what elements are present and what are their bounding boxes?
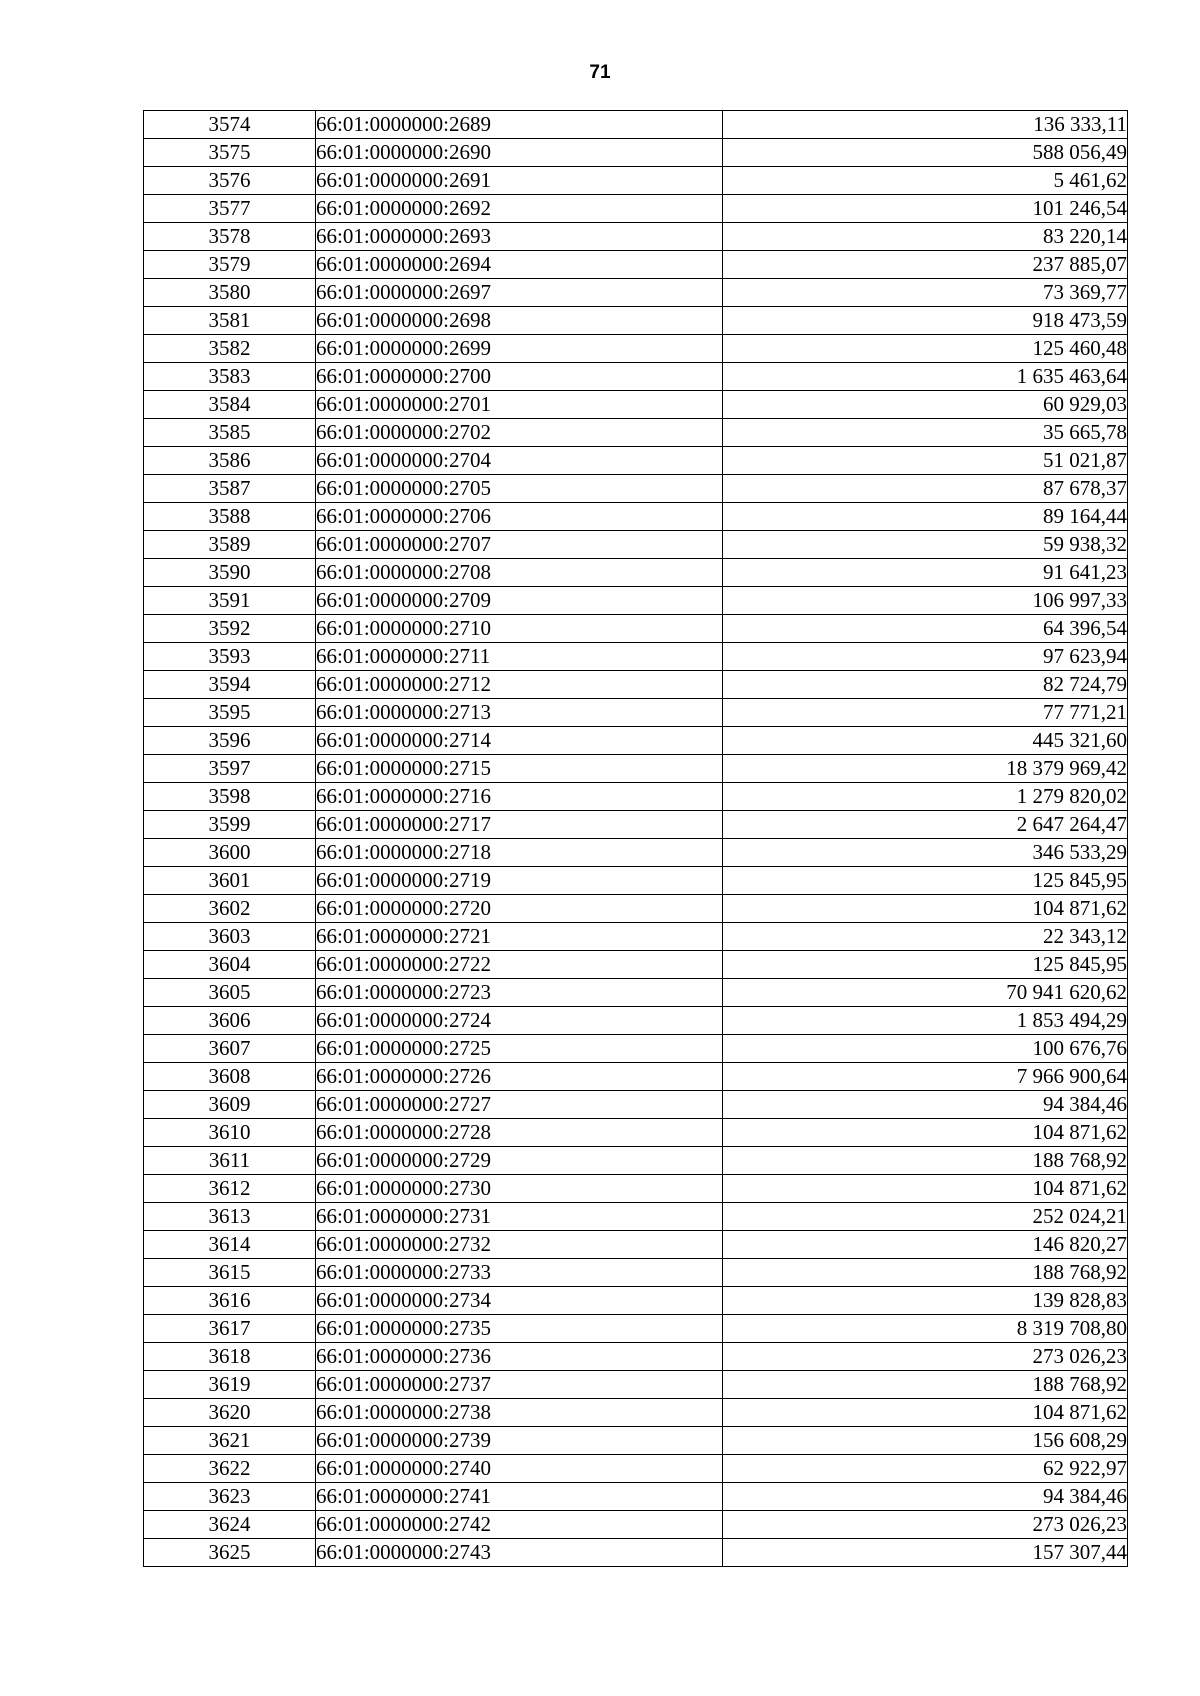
row-number-cell: 3615 — [144, 1259, 316, 1287]
cadastral-value-cell: 7 966 900,64 — [723, 1063, 1128, 1091]
table-row — [144, 1175, 1128, 1203]
table-row — [144, 1287, 1128, 1315]
table-row — [144, 1091, 1128, 1119]
table-row — [144, 167, 1128, 195]
table-row — [144, 727, 1128, 755]
cadastral-number-cell: 66:01:0000000:2691 — [316, 167, 723, 195]
cadastral-value-cell: 51 021,87 — [723, 447, 1128, 475]
cadastral-value-cell: 146 820,27 — [723, 1231, 1128, 1259]
cadastral-value-cell: 82 724,79 — [723, 671, 1128, 699]
cadastral-value-cell: 125 845,95 — [723, 951, 1128, 979]
cadastral-value-cell: 22 343,12 — [723, 923, 1128, 951]
row-number-cell: 3598 — [144, 783, 316, 811]
table-row — [144, 783, 1128, 811]
cadastral-number-cell: 66:01:0000000:2715 — [316, 755, 723, 783]
row-number-cell: 3607 — [144, 1035, 316, 1063]
table-row — [144, 643, 1128, 671]
cadastral-number-cell: 66:01:0000000:2739 — [316, 1427, 723, 1455]
table-row — [144, 1371, 1128, 1399]
cadastral-number-cell: 66:01:0000000:2725 — [316, 1035, 723, 1063]
row-number-cell: 3603 — [144, 923, 316, 951]
row-number-cell: 3595 — [144, 699, 316, 727]
cadastral-number-cell: 66:01:0000000:2710 — [316, 615, 723, 643]
row-number-cell: 3605 — [144, 979, 316, 1007]
table-row — [144, 1007, 1128, 1035]
cadastral-number-cell: 66:01:0000000:2733 — [316, 1259, 723, 1287]
cadastral-number-cell: 66:01:0000000:2702 — [316, 419, 723, 447]
table-row — [144, 1063, 1128, 1091]
cadastral-value-cell: 89 164,44 — [723, 503, 1128, 531]
table-row — [144, 1035, 1128, 1063]
cadastral-number-cell: 66:01:0000000:2734 — [316, 1287, 723, 1315]
table-row — [144, 139, 1128, 167]
cadastral-value-table — [143, 110, 1128, 1567]
row-number-cell: 3606 — [144, 1007, 316, 1035]
cadastral-number-cell: 66:01:0000000:2693 — [316, 223, 723, 251]
table-row — [144, 671, 1128, 699]
cadastral-value-cell: 237 885,07 — [723, 251, 1128, 279]
table-row — [144, 1427, 1128, 1455]
cadastral-value-cell: 139 828,83 — [723, 1287, 1128, 1315]
row-number-cell: 3597 — [144, 755, 316, 783]
table-row — [144, 307, 1128, 335]
cadastral-number-cell: 66:01:0000000:2740 — [316, 1455, 723, 1483]
cadastral-value-cell: 100 676,76 — [723, 1035, 1128, 1063]
table-row — [144, 811, 1128, 839]
cadastral-number-cell: 66:01:0000000:2694 — [316, 251, 723, 279]
row-number-cell: 3579 — [144, 251, 316, 279]
cadastral-value-cell: 70 941 620,62 — [723, 979, 1128, 1007]
cadastral-number-cell: 66:01:0000000:2723 — [316, 979, 723, 1007]
cadastral-number-cell: 66:01:0000000:2743 — [316, 1539, 723, 1567]
table-row — [144, 279, 1128, 307]
cadastral-number-cell: 66:01:0000000:2726 — [316, 1063, 723, 1091]
cadastral-value-cell: 97 623,94 — [723, 643, 1128, 671]
table-row — [144, 251, 1128, 279]
row-number-cell: 3584 — [144, 391, 316, 419]
row-number-cell: 3604 — [144, 951, 316, 979]
cadastral-value-cell: 1 635 463,64 — [723, 363, 1128, 391]
cadastral-number-cell: 66:01:0000000:2732 — [316, 1231, 723, 1259]
cadastral-number-cell: 66:01:0000000:2721 — [316, 923, 723, 951]
row-number-cell: 3611 — [144, 1147, 316, 1175]
table-row — [144, 335, 1128, 363]
row-number-cell: 3624 — [144, 1511, 316, 1539]
cadastral-value-cell: 8 319 708,80 — [723, 1315, 1128, 1343]
row-number-cell: 3589 — [144, 531, 316, 559]
cadastral-number-cell: 66:01:0000000:2689 — [316, 111, 723, 139]
cadastral-value-cell: 1 853 494,29 — [723, 1007, 1128, 1035]
table-row — [144, 223, 1128, 251]
cadastral-number-cell: 66:01:0000000:2706 — [316, 503, 723, 531]
table-row — [144, 363, 1128, 391]
cadastral-number-cell: 66:01:0000000:2717 — [316, 811, 723, 839]
cadastral-value-cell: 273 026,23 — [723, 1343, 1128, 1371]
table-row — [144, 895, 1128, 923]
cadastral-value-cell: 94 384,46 — [723, 1483, 1128, 1511]
cadastral-value-cell: 104 871,62 — [723, 1399, 1128, 1427]
table-row — [144, 531, 1128, 559]
row-number-cell: 3623 — [144, 1483, 316, 1511]
cadastral-number-cell: 66:01:0000000:2711 — [316, 643, 723, 671]
row-number-cell: 3621 — [144, 1427, 316, 1455]
cadastral-number-cell: 66:01:0000000:2708 — [316, 559, 723, 587]
cadastral-value-cell: 125 845,95 — [723, 867, 1128, 895]
table-row — [144, 615, 1128, 643]
cadastral-value-cell: 5 461,62 — [723, 167, 1128, 195]
cadastral-number-cell: 66:01:0000000:2690 — [316, 139, 723, 167]
cadastral-value-cell: 588 056,49 — [723, 139, 1128, 167]
table-row — [144, 447, 1128, 475]
row-number-cell: 3622 — [144, 1455, 316, 1483]
cadastral-value-cell: 104 871,62 — [723, 1175, 1128, 1203]
row-number-cell: 3617 — [144, 1315, 316, 1343]
cadastral-number-cell: 66:01:0000000:2736 — [316, 1343, 723, 1371]
table-row — [144, 923, 1128, 951]
table-row — [144, 1511, 1128, 1539]
table-row — [144, 559, 1128, 587]
table-row — [144, 1231, 1128, 1259]
cadastral-number-cell: 66:01:0000000:2730 — [316, 1175, 723, 1203]
cadastral-number-cell: 66:01:0000000:2707 — [316, 531, 723, 559]
row-number-cell: 3586 — [144, 447, 316, 475]
row-number-cell: 3594 — [144, 671, 316, 699]
row-number-cell: 3582 — [144, 335, 316, 363]
row-number-cell: 3574 — [144, 111, 316, 139]
cadastral-value-cell: 59 938,32 — [723, 531, 1128, 559]
cadastral-value-cell: 62 922,97 — [723, 1455, 1128, 1483]
cadastral-value-cell: 445 321,60 — [723, 727, 1128, 755]
table-row — [144, 587, 1128, 615]
cadastral-number-cell: 66:01:0000000:2727 — [316, 1091, 723, 1119]
cadastral-value-cell: 106 997,33 — [723, 587, 1128, 615]
table-row — [144, 1539, 1128, 1567]
cadastral-number-cell: 66:01:0000000:2714 — [316, 727, 723, 755]
cadastral-number-cell: 66:01:0000000:2713 — [316, 699, 723, 727]
table-row — [144, 979, 1128, 1007]
row-number-cell: 3593 — [144, 643, 316, 671]
cadastral-value-cell: 252 024,21 — [723, 1203, 1128, 1231]
cadastral-value-cell: 94 384,46 — [723, 1091, 1128, 1119]
cadastral-value-cell: 346 533,29 — [723, 839, 1128, 867]
row-number-cell: 3625 — [144, 1539, 316, 1567]
table-row — [144, 391, 1128, 419]
cadastral-number-cell: 66:01:0000000:2704 — [316, 447, 723, 475]
cadastral-value-cell: 77 771,21 — [723, 699, 1128, 727]
row-number-cell: 3590 — [144, 559, 316, 587]
cadastral-number-cell: 66:01:0000000:2722 — [316, 951, 723, 979]
cadastral-number-cell: 66:01:0000000:2700 — [316, 363, 723, 391]
row-number-cell: 3601 — [144, 867, 316, 895]
cadastral-value-cell: 188 768,92 — [723, 1147, 1128, 1175]
table-row — [144, 475, 1128, 503]
row-number-cell: 3577 — [144, 195, 316, 223]
cadastral-number-cell: 66:01:0000000:2699 — [316, 335, 723, 363]
cadastral-value-cell: 18 379 969,42 — [723, 755, 1128, 783]
cadastral-value-cell: 101 246,54 — [723, 195, 1128, 223]
cadastral-value-cell: 188 768,92 — [723, 1371, 1128, 1399]
row-number-cell: 3583 — [144, 363, 316, 391]
cadastral-value-cell: 73 369,77 — [723, 279, 1128, 307]
row-number-cell: 3619 — [144, 1371, 316, 1399]
row-number-cell: 3599 — [144, 811, 316, 839]
table-row — [144, 111, 1128, 139]
cadastral-value-cell: 157 307,44 — [723, 1539, 1128, 1567]
cadastral-value-cell: 87 678,37 — [723, 475, 1128, 503]
table-body — [144, 111, 1128, 1567]
cadastral-value-cell: 64 396,54 — [723, 615, 1128, 643]
cadastral-number-cell: 66:01:0000000:2705 — [316, 475, 723, 503]
cadastral-number-cell: 66:01:0000000:2741 — [316, 1483, 723, 1511]
row-number-cell: 3608 — [144, 1063, 316, 1091]
table-row — [144, 951, 1128, 979]
table-row — [144, 699, 1128, 727]
row-number-cell: 3600 — [144, 839, 316, 867]
page-number: 71 — [589, 62, 611, 83]
cadastral-value-cell: 83 220,14 — [723, 223, 1128, 251]
table-row — [144, 1315, 1128, 1343]
cadastral-number-cell: 66:01:0000000:2698 — [316, 307, 723, 335]
table-row — [144, 1483, 1128, 1511]
table-row — [144, 1455, 1128, 1483]
cadastral-value-cell: 91 641,23 — [723, 559, 1128, 587]
cadastral-number-cell: 66:01:0000000:2724 — [316, 1007, 723, 1035]
row-number-cell: 3587 — [144, 475, 316, 503]
cadastral-value-cell: 1 279 820,02 — [723, 783, 1128, 811]
cadastral-number-cell: 66:01:0000000:2709 — [316, 587, 723, 615]
cadastral-number-cell: 66:01:0000000:2735 — [316, 1315, 723, 1343]
cadastral-number-cell: 66:01:0000000:2697 — [316, 279, 723, 307]
row-number-cell: 3596 — [144, 727, 316, 755]
cadastral-number-cell: 66:01:0000000:2701 — [316, 391, 723, 419]
table-row — [144, 503, 1128, 531]
row-number-cell: 3610 — [144, 1119, 316, 1147]
row-number-cell: 3578 — [144, 223, 316, 251]
table-row — [144, 1343, 1128, 1371]
cadastral-value-cell: 156 608,29 — [723, 1427, 1128, 1455]
cadastral-number-cell: 66:01:0000000:2729 — [316, 1147, 723, 1175]
cadastral-number-cell: 66:01:0000000:2712 — [316, 671, 723, 699]
row-number-cell: 3591 — [144, 587, 316, 615]
row-number-cell: 3616 — [144, 1287, 316, 1315]
cadastral-number-cell: 66:01:0000000:2737 — [316, 1371, 723, 1399]
cadastral-value-cell: 35 665,78 — [723, 419, 1128, 447]
cadastral-value-cell: 136 333,11 — [723, 111, 1128, 139]
row-number-cell: 3585 — [144, 419, 316, 447]
cadastral-number-cell: 66:01:0000000:2719 — [316, 867, 723, 895]
row-number-cell: 3602 — [144, 895, 316, 923]
cadastral-number-cell: 66:01:0000000:2720 — [316, 895, 723, 923]
row-number-cell: 3613 — [144, 1203, 316, 1231]
row-number-cell: 3609 — [144, 1091, 316, 1119]
row-number-cell: 3581 — [144, 307, 316, 335]
cadastral-number-cell: 66:01:0000000:2692 — [316, 195, 723, 223]
cadastral-value-cell: 918 473,59 — [723, 307, 1128, 335]
cadastral-value-cell: 60 929,03 — [723, 391, 1128, 419]
cadastral-value-cell: 273 026,23 — [723, 1511, 1128, 1539]
row-number-cell: 3618 — [144, 1343, 316, 1371]
row-number-cell: 3614 — [144, 1231, 316, 1259]
row-number-cell: 3612 — [144, 1175, 316, 1203]
cadastral-number-cell: 66:01:0000000:2738 — [316, 1399, 723, 1427]
cadastral-value-cell: 104 871,62 — [723, 1119, 1128, 1147]
cadastral-value-cell: 125 460,48 — [723, 335, 1128, 363]
table-row — [144, 419, 1128, 447]
table-row — [144, 1119, 1128, 1147]
table-row — [144, 195, 1128, 223]
cadastral-number-cell: 66:01:0000000:2728 — [316, 1119, 723, 1147]
row-number-cell: 3592 — [144, 615, 316, 643]
row-number-cell: 3576 — [144, 167, 316, 195]
cadastral-number-cell: 66:01:0000000:2742 — [316, 1511, 723, 1539]
row-number-cell: 3620 — [144, 1399, 316, 1427]
cadastral-value-cell: 104 871,62 — [723, 895, 1128, 923]
table-row — [144, 1259, 1128, 1287]
table-row — [144, 867, 1128, 895]
cadastral-number-cell: 66:01:0000000:2731 — [316, 1203, 723, 1231]
row-number-cell: 3580 — [144, 279, 316, 307]
cadastral-number-cell: 66:01:0000000:2718 — [316, 839, 723, 867]
cadastral-value-cell: 188 768,92 — [723, 1259, 1128, 1287]
cadastral-value-cell: 2 647 264,47 — [723, 811, 1128, 839]
table-row — [144, 755, 1128, 783]
table-row — [144, 1203, 1128, 1231]
table-row — [144, 839, 1128, 867]
table-row — [144, 1399, 1128, 1427]
row-number-cell: 3575 — [144, 139, 316, 167]
table-row — [144, 1147, 1128, 1175]
cadastral-number-cell: 66:01:0000000:2716 — [316, 783, 723, 811]
row-number-cell: 3588 — [144, 503, 316, 531]
